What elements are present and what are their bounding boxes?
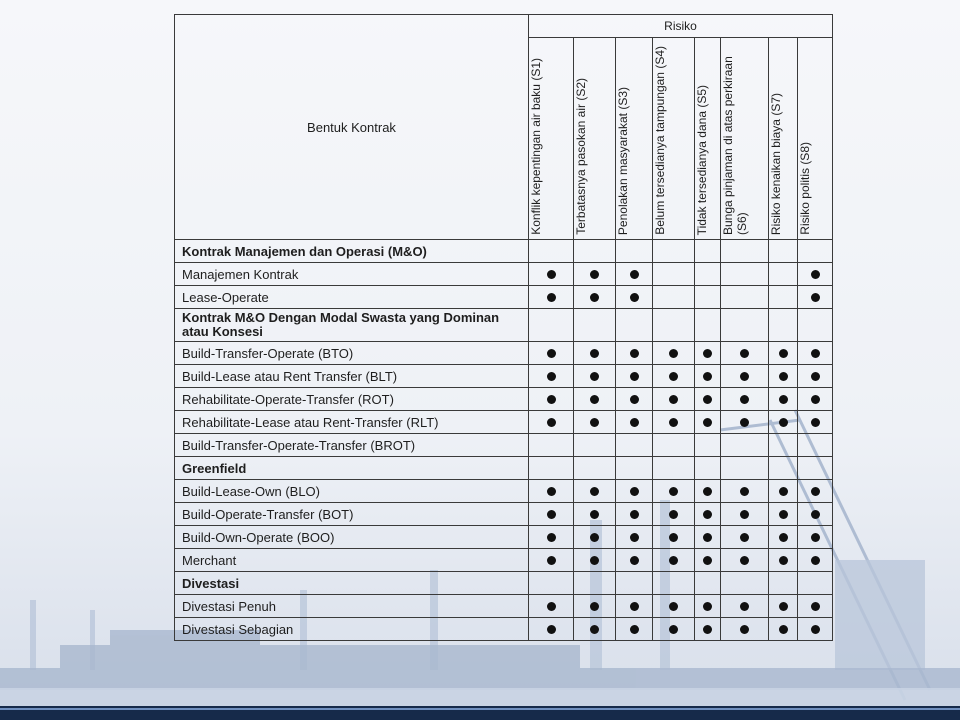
risk-cell-s4	[653, 309, 695, 342]
risk-cell-s1	[529, 286, 574, 309]
risk-header-label: Konflik kepentingan air baku (S1)	[529, 58, 543, 235]
risk-dot-icon	[779, 349, 788, 358]
risk-cell-s8	[798, 480, 833, 503]
footer-bar	[0, 706, 960, 720]
risk-cell-s1	[529, 365, 574, 388]
risk-dot-icon	[740, 625, 749, 634]
risk-dot-icon	[740, 372, 749, 381]
risk-dot-icon	[669, 487, 678, 496]
risk-dot-icon	[669, 602, 678, 611]
risk-cell-s1	[529, 434, 574, 457]
risk-cell-s7	[769, 480, 798, 503]
risk-cell-s6	[721, 240, 769, 263]
risk-dot-icon	[740, 487, 749, 496]
risk-cell-s2	[574, 572, 616, 595]
risk-cell-s4	[653, 365, 695, 388]
risk-cell-s5	[695, 526, 721, 549]
risk-cell-s2	[574, 286, 616, 309]
risk-dot-icon	[547, 270, 556, 279]
risk-cell-s1	[529, 411, 574, 434]
risk-dot-icon	[630, 293, 639, 302]
risk-cell-s1	[529, 480, 574, 503]
risk-header-s4	[653, 38, 695, 240]
table-row	[175, 595, 833, 618]
risk-cell-s1	[529, 572, 574, 595]
risk-cell-s6	[721, 480, 769, 503]
risk-cell-s7	[769, 411, 798, 434]
risk-dot-icon	[630, 533, 639, 542]
risk-cell-s8	[798, 286, 833, 309]
risk-dot-icon	[740, 533, 749, 542]
risk-cell-s3	[616, 388, 653, 411]
risk-cell-s1	[529, 618, 574, 641]
risk-dot-icon	[590, 510, 599, 519]
risk-cell-s3	[616, 286, 653, 309]
contract-label: Divestasi Penuh	[175, 595, 529, 618]
risk-cell-s3	[616, 526, 653, 549]
contract-label: Merchant	[175, 549, 529, 572]
risk-cell-s2	[574, 503, 616, 526]
contract-label: Greenfield	[175, 457, 529, 480]
risk-cell-s4	[653, 434, 695, 457]
risk-cell-s7	[769, 618, 798, 641]
risk-header-s8	[798, 38, 833, 240]
risk-cell-s4	[653, 503, 695, 526]
risk-dot-icon	[740, 602, 749, 611]
risk-dot-icon	[811, 418, 820, 427]
table-row	[175, 365, 833, 388]
risk-dot-icon	[811, 625, 820, 634]
risk-cell-s7	[769, 526, 798, 549]
table-row	[175, 480, 833, 503]
risk-dot-icon	[740, 395, 749, 404]
risk-dot-icon	[590, 602, 599, 611]
risk-dot-icon	[590, 625, 599, 634]
risk-dot-icon	[779, 556, 788, 565]
risk-cell-s6	[721, 549, 769, 572]
risk-cell-s8	[798, 526, 833, 549]
risk-cell-s6	[721, 263, 769, 286]
risk-dot-icon	[669, 372, 678, 381]
risk-cell-s1	[529, 342, 574, 365]
risk-dot-icon	[740, 556, 749, 565]
risk-dot-icon	[590, 556, 599, 565]
risk-cell-s3	[616, 572, 653, 595]
risk-cell-s1	[529, 309, 574, 342]
risk-dot-icon	[590, 349, 599, 358]
risk-cell-s3	[616, 411, 653, 434]
risk-cell-s7	[769, 595, 798, 618]
risk-cell-s8	[798, 457, 833, 480]
risk-cell-s7	[769, 342, 798, 365]
risk-dot-icon	[669, 533, 678, 542]
risk-cell-s4	[653, 342, 695, 365]
risk-cell-s5	[695, 480, 721, 503]
risk-cell-s5	[695, 549, 721, 572]
risk-dot-icon	[547, 487, 556, 496]
table-row	[175, 457, 833, 480]
risk-header-s5	[695, 38, 721, 240]
table-row	[175, 434, 833, 457]
risk-dot-icon	[779, 395, 788, 404]
risk-cell-s4	[653, 595, 695, 618]
risk-dot-icon	[811, 372, 820, 381]
risk-dot-icon	[779, 533, 788, 542]
table-row	[175, 342, 833, 365]
risk-dot-icon	[547, 395, 556, 404]
risk-dot-icon	[547, 372, 556, 381]
risk-cell-s2	[574, 411, 616, 434]
risk-dot-icon	[547, 349, 556, 358]
risk-cell-s6	[721, 286, 769, 309]
risk-cell-s6	[721, 411, 769, 434]
risk-dot-icon	[811, 349, 820, 358]
risk-cell-s5	[695, 572, 721, 595]
risk-cell-s3	[616, 549, 653, 572]
contract-label: Build-Own-Operate (BOO)	[175, 526, 529, 549]
contract-label: Divestasi Sebagian	[175, 618, 529, 641]
risk-header-label: Bunga pinjaman di atas perkiraan (S6)	[721, 56, 749, 235]
risk-cell-s7	[769, 549, 798, 572]
risk-cell-s1	[529, 595, 574, 618]
risk-cell-s2	[574, 388, 616, 411]
table-row	[175, 618, 833, 641]
contract-label: Build-Operate-Transfer (BOT)	[175, 503, 529, 526]
risk-dot-icon	[703, 602, 712, 611]
risk-dot-icon	[779, 418, 788, 427]
risk-dot-icon	[703, 487, 712, 496]
risk-dot-icon	[703, 395, 712, 404]
risk-cell-s5	[695, 286, 721, 309]
risk-cell-s3	[616, 595, 653, 618]
risk-cell-s4	[653, 526, 695, 549]
risk-cell-s6	[721, 434, 769, 457]
risk-cell-s2	[574, 595, 616, 618]
risk-dot-icon	[630, 487, 639, 496]
header-bentuk-kontrak: Bentuk Kontrak	[175, 15, 529, 240]
risk-cell-s8	[798, 572, 833, 595]
risk-cell-s2	[574, 240, 616, 263]
risk-dot-icon	[779, 602, 788, 611]
risk-dot-icon	[703, 349, 712, 358]
risk-dot-icon	[547, 293, 556, 302]
risk-dot-icon	[703, 625, 712, 634]
risk-dot-icon	[703, 533, 712, 542]
header-risiko: Risiko	[529, 15, 833, 38]
contract-label: Lease-Operate	[175, 286, 529, 309]
risk-cell-s8	[798, 240, 833, 263]
risk-cell-s7	[769, 572, 798, 595]
risk-cell-s6	[721, 365, 769, 388]
risk-cell-s6	[721, 309, 769, 342]
risk-header-label: Terbatasnya pasokan air (S2)	[574, 78, 588, 235]
contract-label: Build-Transfer-Operate-Transfer (BROT)	[175, 434, 529, 457]
risk-dot-icon	[811, 395, 820, 404]
risk-cell-s3	[616, 309, 653, 342]
risk-cell-s4	[653, 457, 695, 480]
risk-dot-icon	[669, 625, 678, 634]
risk-cell-s5	[695, 503, 721, 526]
risk-cell-s6	[721, 342, 769, 365]
risk-dot-icon	[590, 533, 599, 542]
risk-cell-s7	[769, 309, 798, 342]
risk-dot-icon	[779, 372, 788, 381]
risk-dot-icon	[547, 418, 556, 427]
risk-cell-s5	[695, 240, 721, 263]
risk-cell-s1	[529, 503, 574, 526]
risk-cell-s7	[769, 263, 798, 286]
risk-header-label: Belum tersedianya tampungan (S4)	[653, 46, 667, 235]
risk-cell-s3	[616, 342, 653, 365]
table-row	[175, 549, 833, 572]
risk-cell-s2	[574, 526, 616, 549]
risk-header-label: Penolakan masyarakat (S3)	[616, 86, 630, 235]
risk-cell-s4	[653, 263, 695, 286]
risk-header-label: Tidak tersedianya dana (S5)	[695, 84, 709, 235]
risk-cell-s7	[769, 286, 798, 309]
risk-dot-icon	[811, 293, 820, 302]
risk-cell-s7	[769, 503, 798, 526]
risk-cell-s4	[653, 618, 695, 641]
risk-dot-icon	[811, 510, 820, 519]
risk-cell-s6	[721, 388, 769, 411]
risk-dot-icon	[590, 418, 599, 427]
risk-cell-s4	[653, 480, 695, 503]
risk-cell-s2	[574, 342, 616, 365]
risk-dot-icon	[630, 625, 639, 634]
risk-dot-icon	[630, 418, 639, 427]
risk-header-s1	[529, 38, 574, 240]
risk-cell-s5	[695, 595, 721, 618]
table-row	[175, 286, 833, 309]
risk-cell-s8	[798, 388, 833, 411]
risk-dot-icon	[630, 372, 639, 381]
risk-cell-s3	[616, 240, 653, 263]
table-row	[175, 240, 833, 263]
risk-dot-icon	[547, 625, 556, 634]
risk-dot-icon	[811, 487, 820, 496]
risk-cell-s2	[574, 618, 616, 641]
risk-dot-icon	[740, 349, 749, 358]
risk-dot-icon	[703, 372, 712, 381]
risk-dot-icon	[779, 487, 788, 496]
risk-cell-s3	[616, 434, 653, 457]
table-row	[175, 526, 833, 549]
risk-cell-s2	[574, 480, 616, 503]
table-row	[175, 411, 833, 434]
risk-cell-s1	[529, 263, 574, 286]
contract-label: Kontrak Manajemen dan Operasi (M&O)	[175, 240, 529, 263]
risk-cell-s6	[721, 526, 769, 549]
risk-dot-icon	[811, 556, 820, 565]
risk-dot-icon	[630, 270, 639, 279]
risk-cell-s5	[695, 411, 721, 434]
risk-cell-s5	[695, 434, 721, 457]
risk-cell-s2	[574, 309, 616, 342]
risk-cell-s4	[653, 240, 695, 263]
risk-cell-s3	[616, 503, 653, 526]
risk-dot-icon	[779, 625, 788, 634]
risk-dot-icon	[703, 418, 712, 427]
risk-cell-s6	[721, 595, 769, 618]
risk-cell-s4	[653, 286, 695, 309]
contract-label: Kontrak M&O Dengan Modal Swasta yang Dominan atau Konsesi	[175, 309, 529, 342]
risk-cell-s8	[798, 503, 833, 526]
risk-cell-s1	[529, 549, 574, 572]
risk-dot-icon	[703, 510, 712, 519]
risk-dot-icon	[630, 395, 639, 404]
risk-cell-s6	[721, 457, 769, 480]
contract-label: Rehabilitate-Lease atau Rent-Transfer (RLT)	[175, 411, 529, 434]
risk-cell-s5	[695, 365, 721, 388]
risk-dot-icon	[669, 418, 678, 427]
risk-cell-s8	[798, 342, 833, 365]
risk-cell-s3	[616, 480, 653, 503]
risk-cell-s4	[653, 549, 695, 572]
contract-label: Build-Lease atau Rent Transfer (BLT)	[175, 365, 529, 388]
risk-cell-s3	[616, 263, 653, 286]
risk-cell-s6	[721, 503, 769, 526]
risk-dot-icon	[547, 510, 556, 519]
risk-dot-icon	[547, 533, 556, 542]
risk-dot-icon	[547, 556, 556, 565]
risk-dot-icon	[590, 270, 599, 279]
risk-cell-s2	[574, 457, 616, 480]
risk-dot-icon	[779, 510, 788, 519]
risk-cell-s8	[798, 434, 833, 457]
risk-cell-s5	[695, 309, 721, 342]
risk-dot-icon	[547, 602, 556, 611]
risk-dot-icon	[740, 510, 749, 519]
risk-dot-icon	[669, 556, 678, 565]
risk-cell-s4	[653, 411, 695, 434]
risk-dot-icon	[590, 372, 599, 381]
risk-dot-icon	[740, 418, 749, 427]
risk-dot-icon	[630, 510, 639, 519]
risk-cell-s3	[616, 457, 653, 480]
contract-label: Build-Lease-Own (BLO)	[175, 480, 529, 503]
risk-cell-s3	[616, 365, 653, 388]
risk-cell-s2	[574, 263, 616, 286]
risk-cell-s7	[769, 434, 798, 457]
risk-cell-s1	[529, 240, 574, 263]
risk-header-s2	[574, 38, 616, 240]
contract-label: Build-Transfer-Operate (BTO)	[175, 342, 529, 365]
contract-label: Divestasi	[175, 572, 529, 595]
risk-header-label: Risiko kenaikan biaya (S7)	[769, 92, 783, 235]
risk-dot-icon	[630, 556, 639, 565]
risk-cell-s3	[616, 618, 653, 641]
risk-cell-s5	[695, 263, 721, 286]
risk-cell-s6	[721, 618, 769, 641]
risk-cell-s8	[798, 263, 833, 286]
table-row	[175, 263, 833, 286]
risk-dot-icon	[630, 349, 639, 358]
risk-header-s6	[721, 38, 769, 240]
risk-cell-s7	[769, 365, 798, 388]
risk-dot-icon	[590, 293, 599, 302]
risk-cell-s7	[769, 240, 798, 263]
risk-cell-s5	[695, 457, 721, 480]
risk-matrix-table	[174, 14, 833, 641]
risk-cell-s8	[798, 618, 833, 641]
risk-header-s7	[769, 38, 798, 240]
risk-cell-s8	[798, 549, 833, 572]
risk-cell-s6	[721, 572, 769, 595]
risk-cell-s1	[529, 457, 574, 480]
risk-cell-s5	[695, 388, 721, 411]
risk-cell-s4	[653, 388, 695, 411]
risk-cell-s5	[695, 618, 721, 641]
risk-cell-s1	[529, 388, 574, 411]
table-row	[175, 388, 833, 411]
risk-dot-icon	[811, 602, 820, 611]
risk-cell-s2	[574, 434, 616, 457]
table-row	[175, 572, 833, 595]
risk-cell-s7	[769, 457, 798, 480]
risk-header-label: Risiko politis (S8)	[798, 142, 812, 235]
risk-dot-icon	[703, 556, 712, 565]
table-row	[175, 503, 833, 526]
risk-header-s3	[616, 38, 653, 240]
risk-cell-s7	[769, 388, 798, 411]
risk-cell-s4	[653, 572, 695, 595]
contract-label: Manajemen Kontrak	[175, 263, 529, 286]
risk-cell-s8	[798, 411, 833, 434]
risk-dot-icon	[590, 487, 599, 496]
risk-cell-s2	[574, 549, 616, 572]
table-row	[175, 309, 833, 342]
risk-dot-icon	[669, 510, 678, 519]
risk-cell-s8	[798, 309, 833, 342]
risk-dot-icon	[811, 270, 820, 279]
risk-dot-icon	[669, 395, 678, 404]
risk-dot-icon	[630, 602, 639, 611]
contract-label: Rehabilitate-Operate-Transfer (ROT)	[175, 388, 529, 411]
risk-dot-icon	[811, 533, 820, 542]
risk-cell-s8	[798, 595, 833, 618]
risk-cell-s1	[529, 526, 574, 549]
risk-cell-s2	[574, 365, 616, 388]
risk-cell-s5	[695, 342, 721, 365]
risk-cell-s8	[798, 365, 833, 388]
risk-dot-icon	[590, 395, 599, 404]
risk-dot-icon	[669, 349, 678, 358]
footer-accent-line	[0, 708, 960, 710]
